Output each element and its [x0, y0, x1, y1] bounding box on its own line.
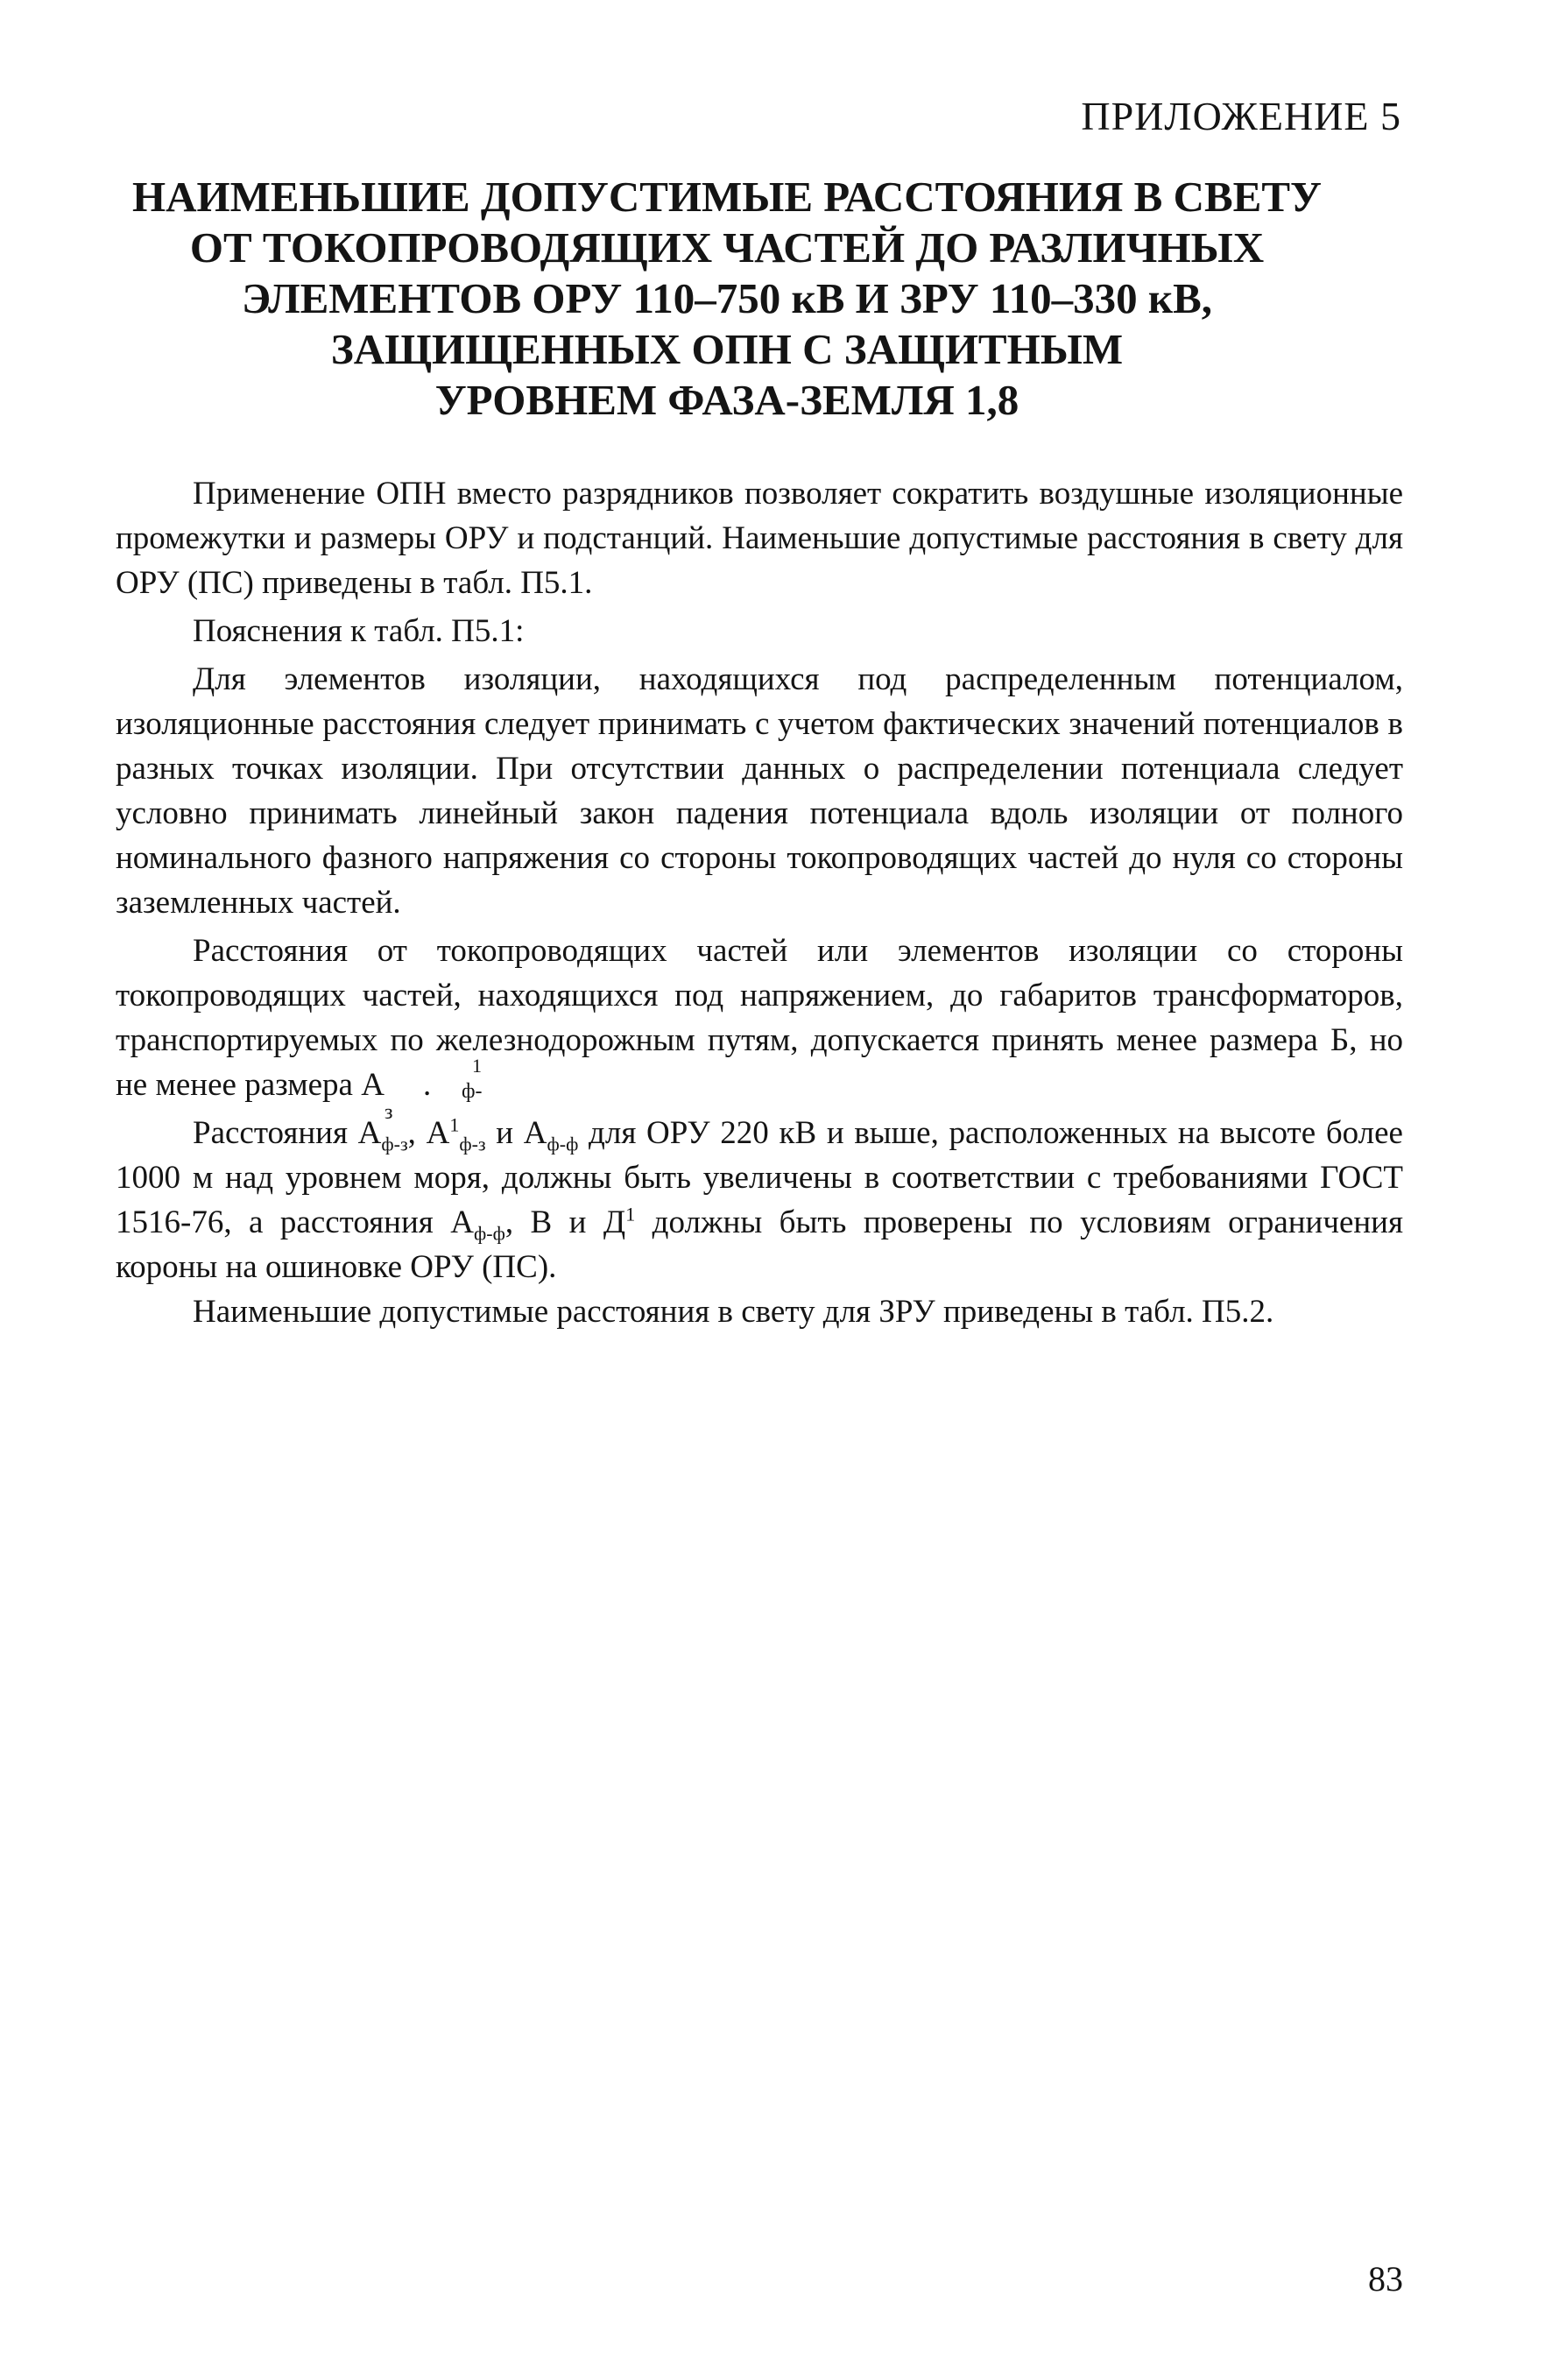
paragraph-intro: Применение ОПН вместо разрядников позволяет сократить воздушные изоляционные промежутки и размеры ОРУ и подстанций. Наименьшие допустимые расстояния в свету для ОРУ (ПС) приведены в табл. П5.1.: [116, 476, 1403, 601]
subscript: ф-з: [381, 1133, 408, 1155]
title-line: УРОВНЕМ ФАЗА-ЗЕМЛЯ 1,8: [434, 376, 1019, 424]
paragraph-text: , В и Д: [504, 1204, 626, 1240]
title-line: ЭЛЕМЕНТОВ ОРУ 110–750 кВ И ЗРУ 110–330 кВ,: [241, 274, 1213, 322]
paragraph-altitude: [116, 1111, 1403, 1289]
page-number: 83: [1368, 2259, 1403, 2299]
paragraph-transformer-clearance: [116, 929, 1403, 1124]
paragraph-text: , А: [407, 1115, 450, 1151]
paragraph-text: для ОРУ 220 кВ и выше, расположенных на высоте более 1000 м над уровнем моря, должны быть увеличены в соответствии с требованиями ГОСТ 1516-76, а расстояния А: [116, 1115, 1403, 1240]
paragraph-insulation: Для элементов изоляции, находящихся под распределенным потенциалом, изоляционные расстояния следует принимать с учетом фактических значений потенциалов в разных точках изоляции. При отсутствии данных о распределении потенциала следует условно принимать линейный закон падения потенциала вдоль изоляции от полного номинального фазного напряжения со стороны токопроводящих частей до нуля со стороны заземленных частей.: [116, 661, 1403, 921]
paragraph-text: должны быть проверены по условиям ограничения короны на ошиновке ОРУ (ПС).: [116, 1204, 1403, 1285]
paragraph-text: Расстояния А: [193, 1115, 382, 1151]
symbol-a: А: [361, 1067, 384, 1103]
superscript: 1: [625, 1203, 636, 1225]
title-line: ЗАЩИЩЕННЫХ ОПН С ЗАЩИТНЫМ: [330, 325, 1124, 373]
paragraph-text: и А: [485, 1115, 547, 1151]
period: .: [422, 1067, 432, 1103]
paragraph-explanations-heading: Пояснения к табл. П5.1:: [193, 613, 525, 649]
title-line: ОТ ТОКОПРОВОДЯЩИХ ЧАСТЕЙ ДО РАЗЛИЧНЫХ: [189, 223, 1265, 272]
appendix-label: ПРИЛОЖЕНИЕ 5: [1081, 94, 1401, 138]
paragraph-zru-reference: Наименьшие допустимые расстояния в свету для ЗРУ приведены в табл. П5.2.: [193, 1294, 1274, 1330]
superscript: 1: [449, 1113, 460, 1136]
body-text: [116, 471, 1403, 1334]
document-title: [105, 172, 1349, 426]
paragraph-text: Расстояния от токопроводящих частей или элементов изоляции со стороны токопроводящих частей, находящихся под напряжением, до габаритов трансформаторов, транспортируемых по железнодорожным путям, допускается принять менее размера Б, но не менее размера: [116, 933, 1403, 1103]
subscript: ф-ф: [473, 1222, 505, 1245]
subscript: ф-з: [459, 1133, 486, 1155]
subscript: ф-ф: [547, 1133, 579, 1155]
symbol-index: [384, 1055, 483, 1124]
subscript: ф-з: [384, 1080, 483, 1124]
superscript: 1: [471, 1055, 482, 1077]
title-line: НАИМЕНЬШИЕ ДОПУСТИМЫЕ РАССТОЯНИЯ В СВЕТУ: [132, 173, 1322, 221]
